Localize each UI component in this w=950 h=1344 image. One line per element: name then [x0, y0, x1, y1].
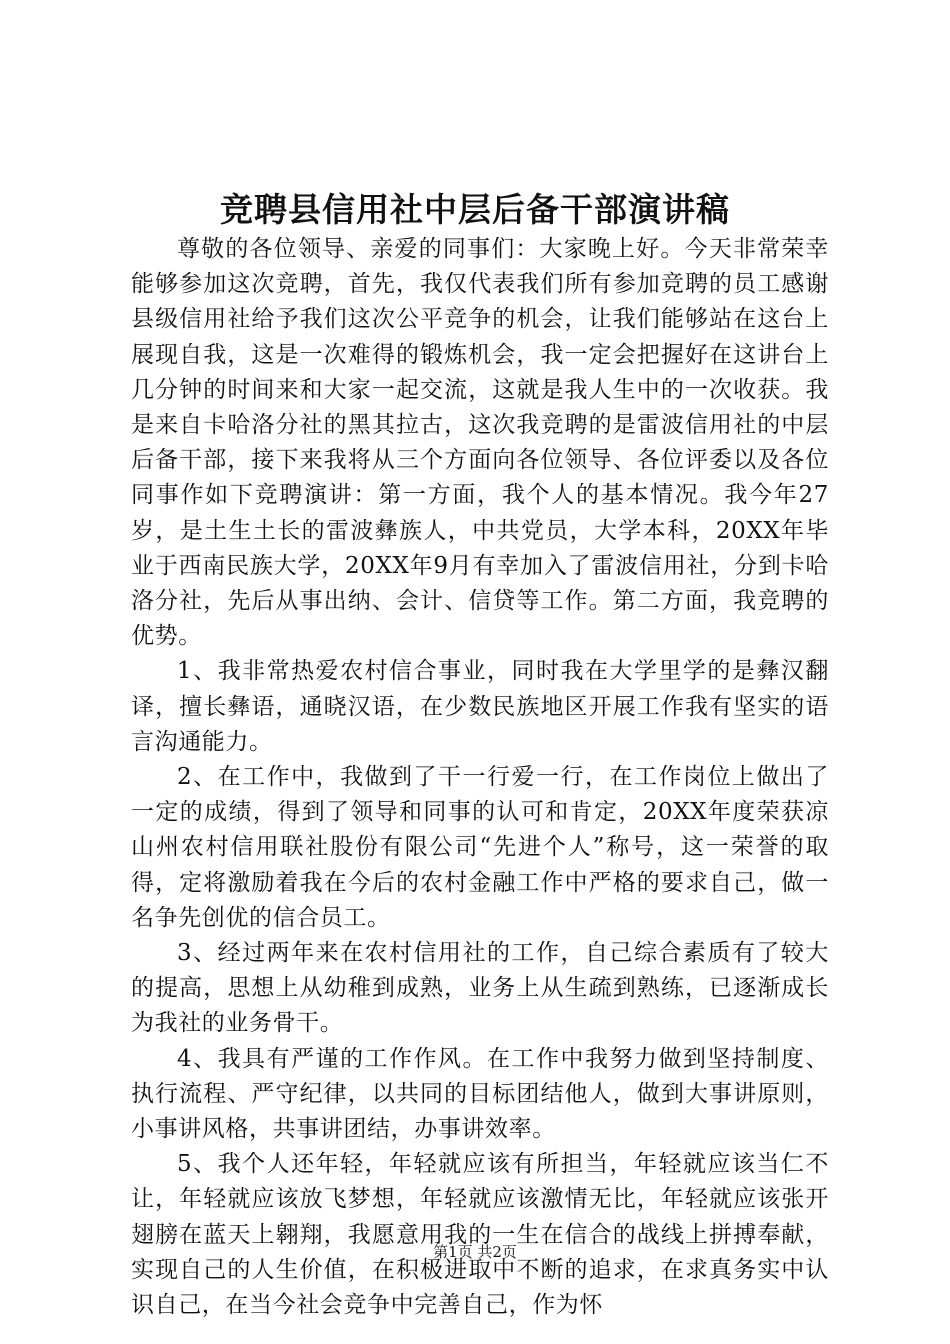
paragraph-point-4: 4、我具有严谨的工作作风。在工作中我努力做到坚持制度、执行流程、严守纪律，以共同的目标团结他人，做到大事讲原则，小事讲风格，共事讲团结，办事讲效率。 [131, 1045, 829, 1143]
page-number-footer: 第1页 共2页 [433, 1243, 517, 1261]
paragraph-intro: 尊敬的各位领导、亲爱的同事们：大家晚上好。今天非常荣幸能够参加这次竞聘，首先，我仅代表我们所有参加竞聘的员工感谢县级信用社给予我们这次公平竞争的机会，让我们能够站在这台上展现自我，这是一次难得的锻炼机会，我一定会把握好在这讲台上几分钟的时间来和大家一起交流，这就是我人生中的一次收获。我是来自卡哈洛分社的黑其拉古，这次我竞聘的是雷波信用社的中层后备干部，接下来我将从三个方面向各位领导、各位评委以及各位同事作如下竞聘演讲：第一方面，我个人的基本情况。我今年27岁，是土生土长的雷波彝族人，中共党员，大学本科，20XX年毕业于西南民族大学，20XX年9月有幸加入了雷波信用社，分到卡哈洛分社，先后从事出纳、会计、信贷等工作。第二方面，我竞聘的优势。 [131, 236, 829, 650]
paragraph-point-2: 2、在工作中，我做到了干一行爱一行，在工作岗位上做出了一定的成绩，得到了领导和同事的认可和肯定，20XX年度荣获凉山州农村信用联社股份有限公司“先进个人”称号，这一荣誉的取得，定将激励着我在今后的农村金融工作中严格的要求自己，做一名争先创优的信合员工。 [131, 764, 829, 931]
paragraph-point-5: 5、我个人还年轻，年轻就应该有所担当，年轻就应该当仁不让，年轻就应该放飞梦想，年轻就应该激情无比，年轻就应该张开翅膀在蓝天上翱翔，我愿意用我的一生在信合的战线上拼搏奉献，实现自己的人生价值，在积极进取中不断的追求，在求真务实中认识自己，在当今社会竞争中完善自己，作为怀 [131, 1151, 829, 1319]
document-title: 竞聘县信用社中层后备干部演讲稿 [220, 190, 730, 229]
document-body [131, 232, 829, 1323]
paragraph-point-3: 3、经过两年来在农村信用社的工作，自己综合素质有了较大的提高，思想上从幼稚到成熟，业务上从生疏到熟练，已逐渐成长为我社的业务骨干。 [131, 940, 829, 1037]
paragraph-point-1: 1、我非常热爱农村信合事业，同时我在大学里学的是彝汉翻译，擅长彝语，通晓汉语，在少数民族地区开展工作我有坚实的语言沟通能力。 [131, 658, 829, 755]
